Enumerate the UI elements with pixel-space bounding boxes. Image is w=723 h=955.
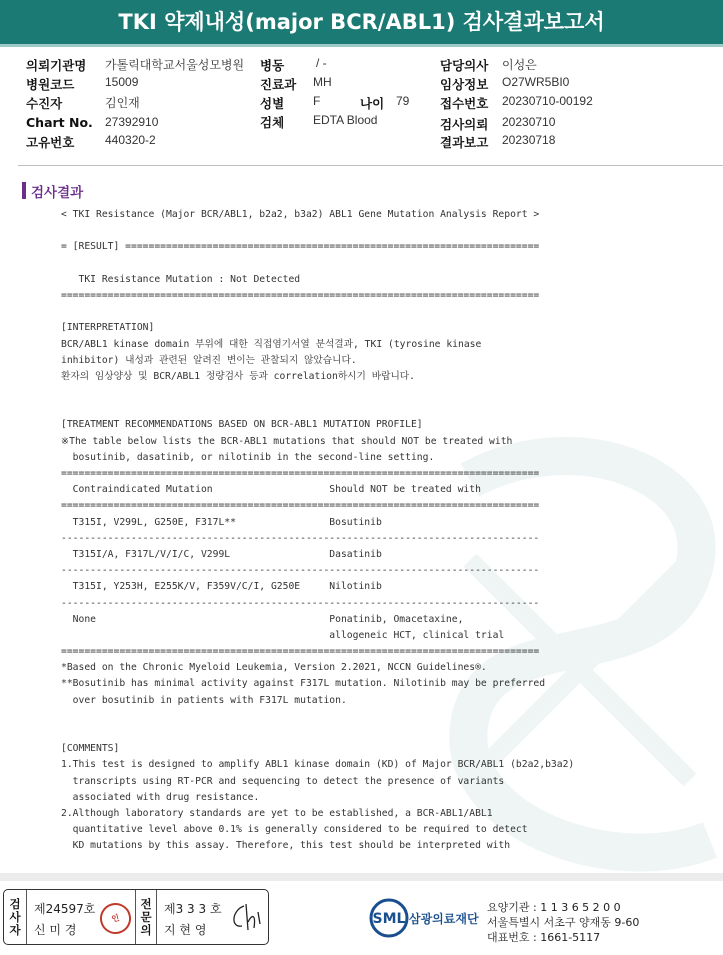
report-line <box>61 385 574 401</box>
info-value: 27392910 <box>105 115 159 129</box>
report-line: T315I/A, F317L/V/I/C, V299L Dasatinib <box>61 548 382 560</box>
report-line <box>61 725 574 741</box>
info-row: 병동 <box>260 58 285 73</box>
report-line <box>61 401 574 417</box>
report-line: TKI Resistance Mutation : Not Detected <box>61 273 301 285</box>
page-break-band <box>0 873 723 881</box>
info-value: EDTA Blood <box>313 113 378 127</box>
header-underline <box>0 44 723 47</box>
info-row: 검체 <box>260 115 285 130</box>
info-row: 고유번호 <box>26 135 75 150</box>
report-line: T315I, V299L, G250E, F317L** Bosutinib <box>61 516 382 528</box>
report-line: *Based on the Chronic Myeloid Leukemia, Version 2.2021, NCCN Guidelines®. <box>61 662 487 674</box>
company-logo <box>367 896 482 940</box>
report-line: ---------------------------------------------------------------------------------- <box>61 532 540 544</box>
divider <box>156 890 157 944</box>
info-row: 수진자 <box>26 96 63 111</box>
info-row: Chart No. <box>26 115 93 130</box>
divider <box>26 890 27 944</box>
report-line: **Bosutinib has minimal activity against F317L mutation. Nilotinib may be preferred <box>61 678 546 690</box>
report-body <box>61 207 574 855</box>
specialist-license: 제3 3 3 호 <box>164 902 222 916</box>
report-line <box>61 709 574 725</box>
report-line: 1.This test is designed to amplify ABL1 kinase domain (KD) of Major BCR/ABL1 (b2a2,b3a2) <box>61 759 575 771</box>
info-row: 나이 <box>360 96 385 111</box>
info-value: 440320-2 <box>105 133 156 147</box>
info-value: F <box>313 94 321 108</box>
report-line: = [RESULT] ======================================================================= <box>61 241 540 253</box>
company-line: 요양기관 : 1 1 3 6 5 2 0 0 <box>487 901 621 914</box>
info-value: 가톨릭대학교서울성모병원 <box>105 58 245 72</box>
report-line <box>61 223 574 239</box>
report-line: BCR/ABL1 kinase domain 부위에 대한 직접염기서열 분석결과, TKI (tyrosine kinase <box>61 338 482 350</box>
tester-label: 검사자 <box>9 897 21 937</box>
info-value: O27WR5BI0 <box>502 75 570 89</box>
report-line <box>61 256 574 272</box>
report-line: ※The table below lists the BCR-ABL1 mutations that should NOT be treated with <box>61 435 513 447</box>
report-line: [TREATMENT RECOMMENDATIONS BASED ON BCR-ABL1 MUTATION PROFILE] <box>61 419 423 431</box>
report-line: transcripts using RT-PCR and sequencing to detect the presence of variants <box>61 775 505 787</box>
info-value: MH <box>313 75 332 89</box>
info-value: 이성은 <box>502 58 537 72</box>
report-line: bosutinib, dasatinib, or nilotinib in the second-line setting. <box>61 451 435 463</box>
info-row: 결과보고 <box>440 135 489 150</box>
info-row: 접수번호 <box>440 96 489 111</box>
info-value: 20230710 <box>502 115 556 129</box>
info-divider <box>18 165 723 166</box>
report-line: < TKI Resistance (Major BCR/ABL1, b2a2, b3a2) ABL1 Gene Mutation Analysis Report > <box>61 209 540 220</box>
report-line: associated with drug resistance. <box>61 791 260 803</box>
info-value: / - <box>316 56 327 70</box>
specialist-name: 지 현 영 <box>164 923 207 937</box>
report-line: T315I, Y253H, E255K/V, F359V/C/I, G250E Nilotinib <box>61 581 382 593</box>
report-line: ================================================================================== <box>61 468 540 479</box>
info-row: 임상정보 <box>440 77 489 92</box>
report-line: inhibitor) 내성과 관련된 알려진 변이는 관찰되지 않았습니다. <box>61 354 357 366</box>
info-row: 성별 <box>260 96 285 111</box>
section-title: 검사결과 <box>31 185 84 201</box>
report-line: [COMMENTS] <box>61 743 120 755</box>
sml-logo-icon <box>367 896 411 940</box>
tester-license: 제24597호 <box>34 902 96 916</box>
signature-box <box>3 889 269 945</box>
logo-text: SML <box>372 911 406 927</box>
report-line: KD mutations by this assay. Therefore, this test should be interpreted with <box>61 840 511 852</box>
report-line: None Ponatinib, Omacetaxine, <box>61 613 464 625</box>
info-value: 김인재 <box>105 96 140 110</box>
info-row: 담당의사 <box>440 58 489 73</box>
report-line: [INTERPRETATION] <box>61 322 155 334</box>
report-line: ---------------------------------------------------------------------------------- <box>61 565 540 577</box>
report-title: TKI 약제내성(major BCR/ABL1) 검사결과보고서 <box>118 10 605 34</box>
report-line: ================================================================================== <box>61 500 540 512</box>
tester-name: 신 미 경 <box>34 923 77 937</box>
info-value: 20230718 <box>502 133 556 147</box>
report-line: 2.Although laboratory standards are yet to be established, a BCR-ABL1/ABL1 <box>61 807 493 819</box>
info-row: 의뢰기관명 <box>26 58 87 73</box>
signature-icon <box>226 898 266 936</box>
info-value: 15009 <box>105 75 139 89</box>
report-line: ================================================================================== <box>61 646 540 658</box>
report-line: quantitative level above 0.1% is generally considered to be required to detect <box>61 824 528 836</box>
info-row: 병원코드 <box>26 77 75 92</box>
info-value: 79 <box>396 94 410 108</box>
company-line: 서울특별시 서초구 양재동 9-60 <box>487 916 640 929</box>
divider <box>135 890 136 944</box>
info-value: 20230710-00192 <box>502 94 593 108</box>
company-name: 삼광의료재단 <box>409 912 479 926</box>
report-line: Contraindicated Mutation Should NOT be treated with <box>61 484 481 496</box>
company-line: 대표번호 : 1661-5117 <box>487 931 601 944</box>
seal-stamp: 인 <box>97 900 135 938</box>
info-row: 진료과 <box>260 77 297 92</box>
report-line: over bosutinib in patients with F317L mutation. <box>61 694 347 706</box>
specialist-label: 전문의 <box>140 897 152 937</box>
report-line: 환자의 임상양상 및 BCR/ABL1 정량검사 등과 correlation하시기 바랍니다. <box>61 370 415 382</box>
section-marker <box>22 182 26 199</box>
report-line: ================================================================================== <box>61 289 540 301</box>
report-line <box>61 304 574 320</box>
info-row: 검사의뢰 <box>440 117 489 132</box>
report-line: ---------------------------------------------------------------------------------- <box>61 597 540 609</box>
report-line: allogeneic HCT, clinical trial <box>61 629 505 641</box>
